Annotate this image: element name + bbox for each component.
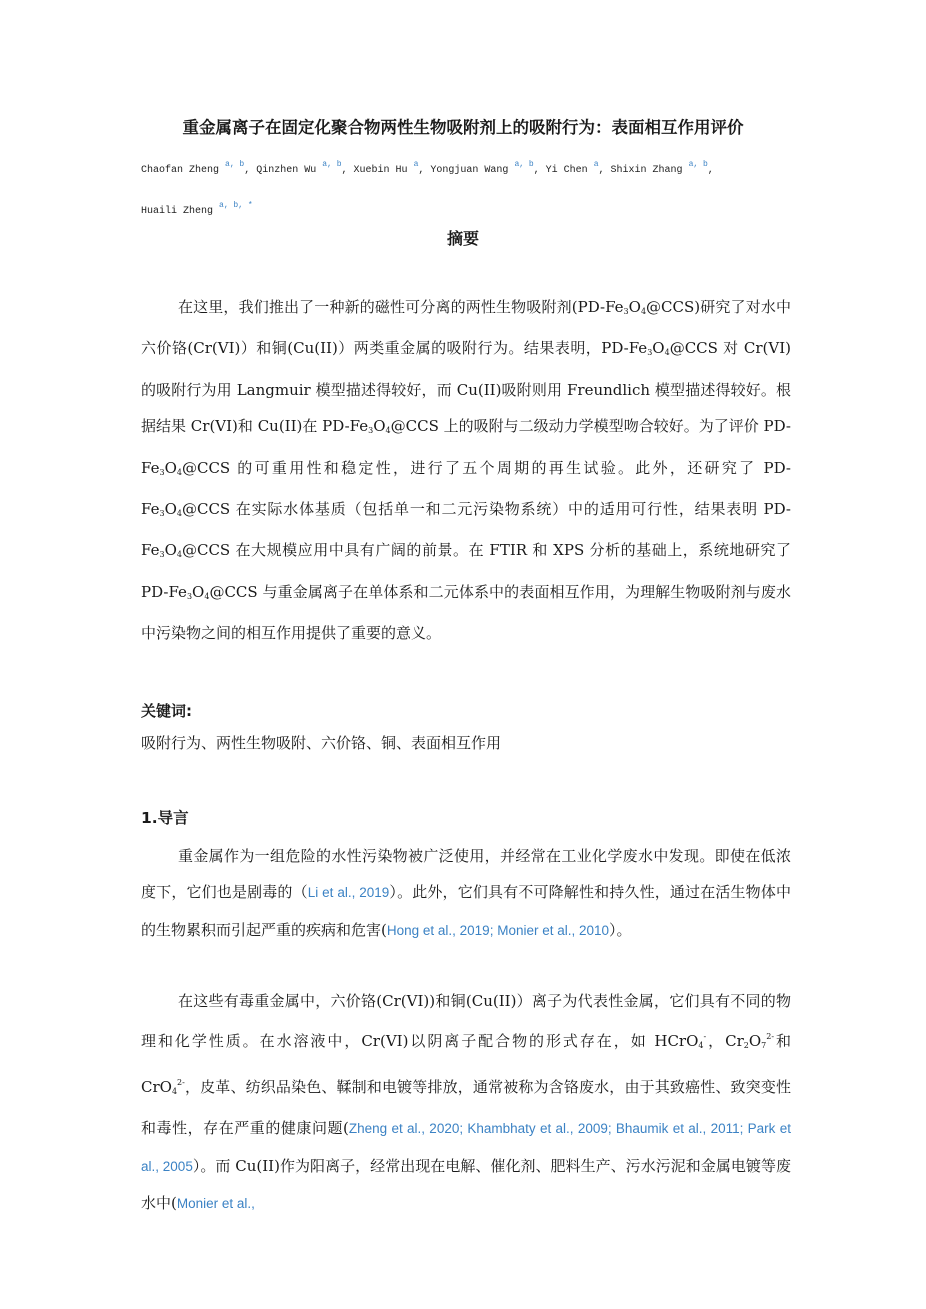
keywords-heading: 关键词: bbox=[141, 702, 192, 720]
citation-link[interactable]: Monier et al., bbox=[176, 1196, 255, 1212]
author-name: Xuebin Hu bbox=[353, 165, 408, 176]
author-affiliation[interactable]: a, b bbox=[514, 160, 534, 169]
author-name: Huaili Zheng bbox=[141, 206, 214, 217]
citation-link[interactable]: Zheng et al., 2020 bbox=[348, 1121, 460, 1137]
intro-heading: 1.导言 bbox=[141, 809, 189, 827]
paper-title: 重金属离子在固定化聚合物两性生物吸附剂上的吸附行为：表面相互作用评价 bbox=[182, 118, 744, 137]
citation-link[interactable]: Bhaumik et al., 2011 bbox=[615, 1121, 740, 1137]
author-name: Chaofan Zheng bbox=[141, 165, 220, 176]
citation-link[interactable]: Khambhaty et al., 2009 bbox=[467, 1121, 608, 1137]
citation-link[interactable]: Park et al., 2005 bbox=[141, 1121, 791, 1174]
author-list-line-2 bbox=[141, 201, 781, 217]
author-name: Qinzhen Wu bbox=[256, 165, 317, 176]
author-affiliation[interactable]: a, b bbox=[225, 160, 245, 169]
intro-paragraph-2: 在这些有毒重金属中，六价铬(Cr(VI))和铜(Cu(II)）离子为代表性金属，它们具有不同的物理和化学性质。在水溶液中，Cr(VI)以阴离子配合物的形式存在，如 HCrO$_4$-，$Cr_2O_7^{2-}$和 CrO$_4^{2-}$，皮革、纺织品染色、鞣制和电镀等排放，通常被称为含铬废水，由于其致癌性、致突变性和毒性，存在严重的健康问题(Zheng et al., 2020; Khambhaty et al., 2009; Bhaumik et al., 2011; Park et al., 2005）。而 Cu(II)作为阳离子，经常出现在电解、催化剂、肥料生产、污水污泥和金属电镀等废水中(Monier et al., bbox=[141, 992, 791, 1213]
abstract-heading: 摘要 bbox=[446, 229, 479, 248]
author-affiliation[interactable]: a bbox=[413, 160, 419, 169]
author-name: Shixin Zhang bbox=[610, 165, 683, 176]
author-list-line-1: Chaofan Zheng $^{a, b}$, Qinzhen Wu $^{a, b}$, Xuebin Hu $^a$, Yongjuan Wang $^{a, b}$, Yi Chen $^a$, Shixin Zhang $^{a, b}$, bbox=[141, 160, 714, 176]
citation-link[interactable]: Hong et al., 2019 bbox=[386, 922, 490, 938]
keywords-list: 吸附行为、两性生物吸附、六价铬、铜、表面相互作用 bbox=[141, 734, 502, 752]
author-affiliation[interactable]: a, b bbox=[688, 160, 708, 169]
citation-link[interactable]: Li et al., 2019 bbox=[307, 885, 390, 901]
author-affiliation[interactable]: a bbox=[593, 160, 599, 169]
intro-paragraph-1: 重金属作为一组危险的水性污染物被广泛使用，并经常在工业化学废水中发现。即使在低浓度下，它们也是剧毒的（Li et al., 2019）。此外，它们具有不可降解性和持久性，通过在活生物体中的生物累积而引起严重的疾病和危害(Hong et al., 2019; Monier et al., 2010）。 bbox=[141, 847, 791, 939]
abstract-text: 在这里，我们推出了一种新的磁性可分离的两性生物吸附剂$(PD-Fe_3O_4@CCS)$研究了对水中六价铬(Cr(VI)）和铜(Cu(II)）两类重金属的吸附行为。结果表明，$PD-Fe_3O_4@CCS$ 对 Cr(VI)的吸附行为用 Langmuir 模型描述得较好，而 Cu(II)吸附则用 Freundlich 模型描述得较好。根据结果 Cr(VI)和 Cu(II)在 $PD-Fe_3O_4@CCS$ 上的吸附与二级动力学模型吻合较好。为了评价 $PD-Fe_3O_4@CCS$ 的可重用性和稳定性，进行了五个周期的再生试验。此外，还研究了 $PD-Fe_3O_4@CCS$ 在实际水体基质（包括单一和二元污染物系统）中的适用可行性，结果表明 $PD-Fe_3O_4@CCS$ 在大规模应用中具有广阔的前景。在 FTIR 和 XPS 分析的基础上，系统地研究了 $PD-Fe_3O_4@CCS$ 与重金属离子在单体系和二元体系中的表面相互作用，为理解生物吸附剂与废水中污染物之间的相互作用提供了重要的意义。 bbox=[141, 298, 791, 643]
author-affiliation[interactable]: a, b, * bbox=[219, 201, 253, 210]
citation-link[interactable]: Monier et al., 2010 bbox=[497, 922, 610, 938]
author-affiliation[interactable]: a, b bbox=[322, 160, 342, 169]
author-name: Yi Chen bbox=[545, 165, 588, 176]
author-name: Yongjuan Wang bbox=[430, 165, 509, 176]
